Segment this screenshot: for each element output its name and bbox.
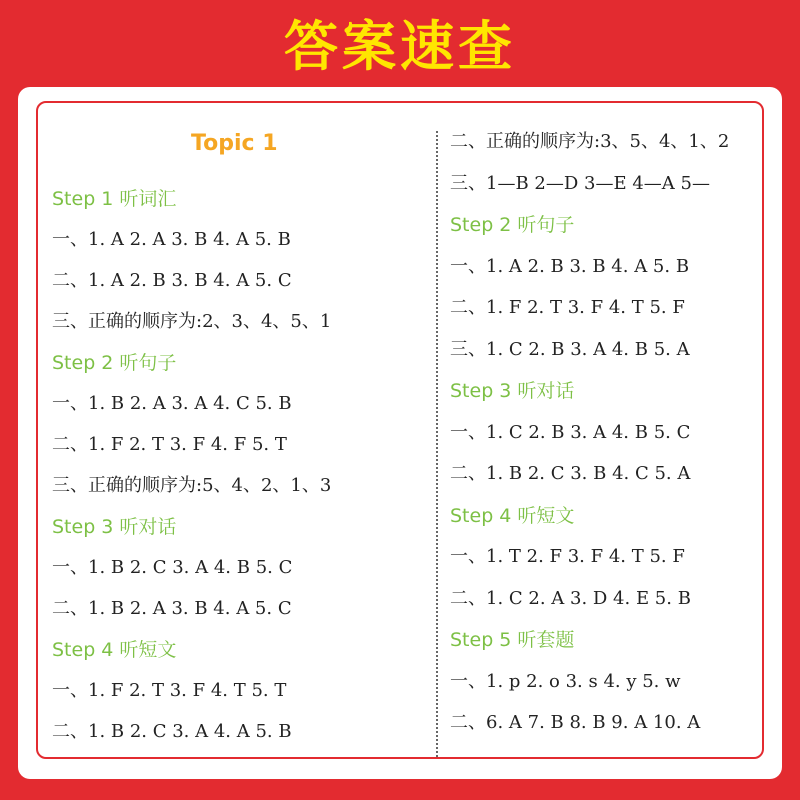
answer-line: 三、1—B 2—D 3—E 4—A 5— — [450, 172, 710, 194]
step-heading: Step 4 听短文 — [450, 504, 575, 527]
answer-line: 一、1. T 2. F 3. F 4. T 5. F — [450, 546, 685, 567]
header-banner — [0, 0, 800, 84]
answer-line: 一、1. F 2. T 3. F 4. T 5. T — [52, 680, 287, 701]
answer-line: 一、1. B 2. A 3. A 4. C 5. B — [52, 393, 292, 414]
step-heading: Step 4 听短文 — [52, 639, 177, 661]
answer-line: 二、1. F 2. T 3. F 4. F 5. T — [52, 434, 287, 455]
step-heading: Step 2 听句子 — [450, 214, 575, 236]
answer-line: 二、正确的顺序为:3、5、4、1、2 — [450, 131, 730, 152]
step-heading: Step 1 听词汇 — [52, 188, 177, 210]
answer-line: 一、1. A 2. A 3. B 4. A 5. B — [52, 229, 291, 250]
answer-line: 一、1. C 2. B 3. A 4. B 5. C — [450, 421, 691, 443]
column-divider — [436, 131, 438, 757]
answer-line: 三、1. C 2. B 3. A 4. B 5. A — [450, 338, 690, 360]
answer-line: 二、1. C 2. A 3. D 4. E 5. B — [450, 587, 691, 609]
topic-title: Topic 1 — [191, 131, 278, 156]
step-heading: Step 3 听对话 — [52, 516, 177, 538]
answer-line: 二、6. A 7. B 8. B 9. A 10. A — [450, 712, 701, 733]
answer-line: 三、正确的顺序为:2、3、4、5、1 — [52, 311, 332, 332]
answer-line: 三、正确的顺序为:5、4、2、1、3 — [52, 475, 332, 496]
answer-line: 二、1. A 2. B 3. B 4. A 5. C — [52, 270, 292, 291]
answer-line: 二、1. B 2. A 3. B 4. A 5. C — [52, 598, 292, 619]
answer-line: 二、1. B 2. C 3. B 4. C 5. A — [450, 463, 691, 484]
step-heading: Step 5 听套题 — [450, 629, 575, 651]
answer-line: 一、1. B 2. C 3. A 4. B 5. C — [52, 557, 293, 578]
answer-line: 二、1. F 2. T 3. F 4. T 5. F — [450, 297, 685, 318]
page-title: 答案速查 — [284, 14, 516, 78]
answer-line: 一、1. A 2. B 3. B 4. A 5. B — [450, 255, 690, 277]
answer-line: 一、1. p 2. o 3. s 4. y 5. w — [450, 670, 681, 692]
answer-line: 二、1. B 2. C 3. A 4. A 5. B — [52, 721, 292, 742]
step-heading: Step 3 听对话 — [450, 380, 575, 402]
answer-frame — [36, 101, 764, 759]
step-heading: Step 2 听句子 — [52, 352, 177, 374]
